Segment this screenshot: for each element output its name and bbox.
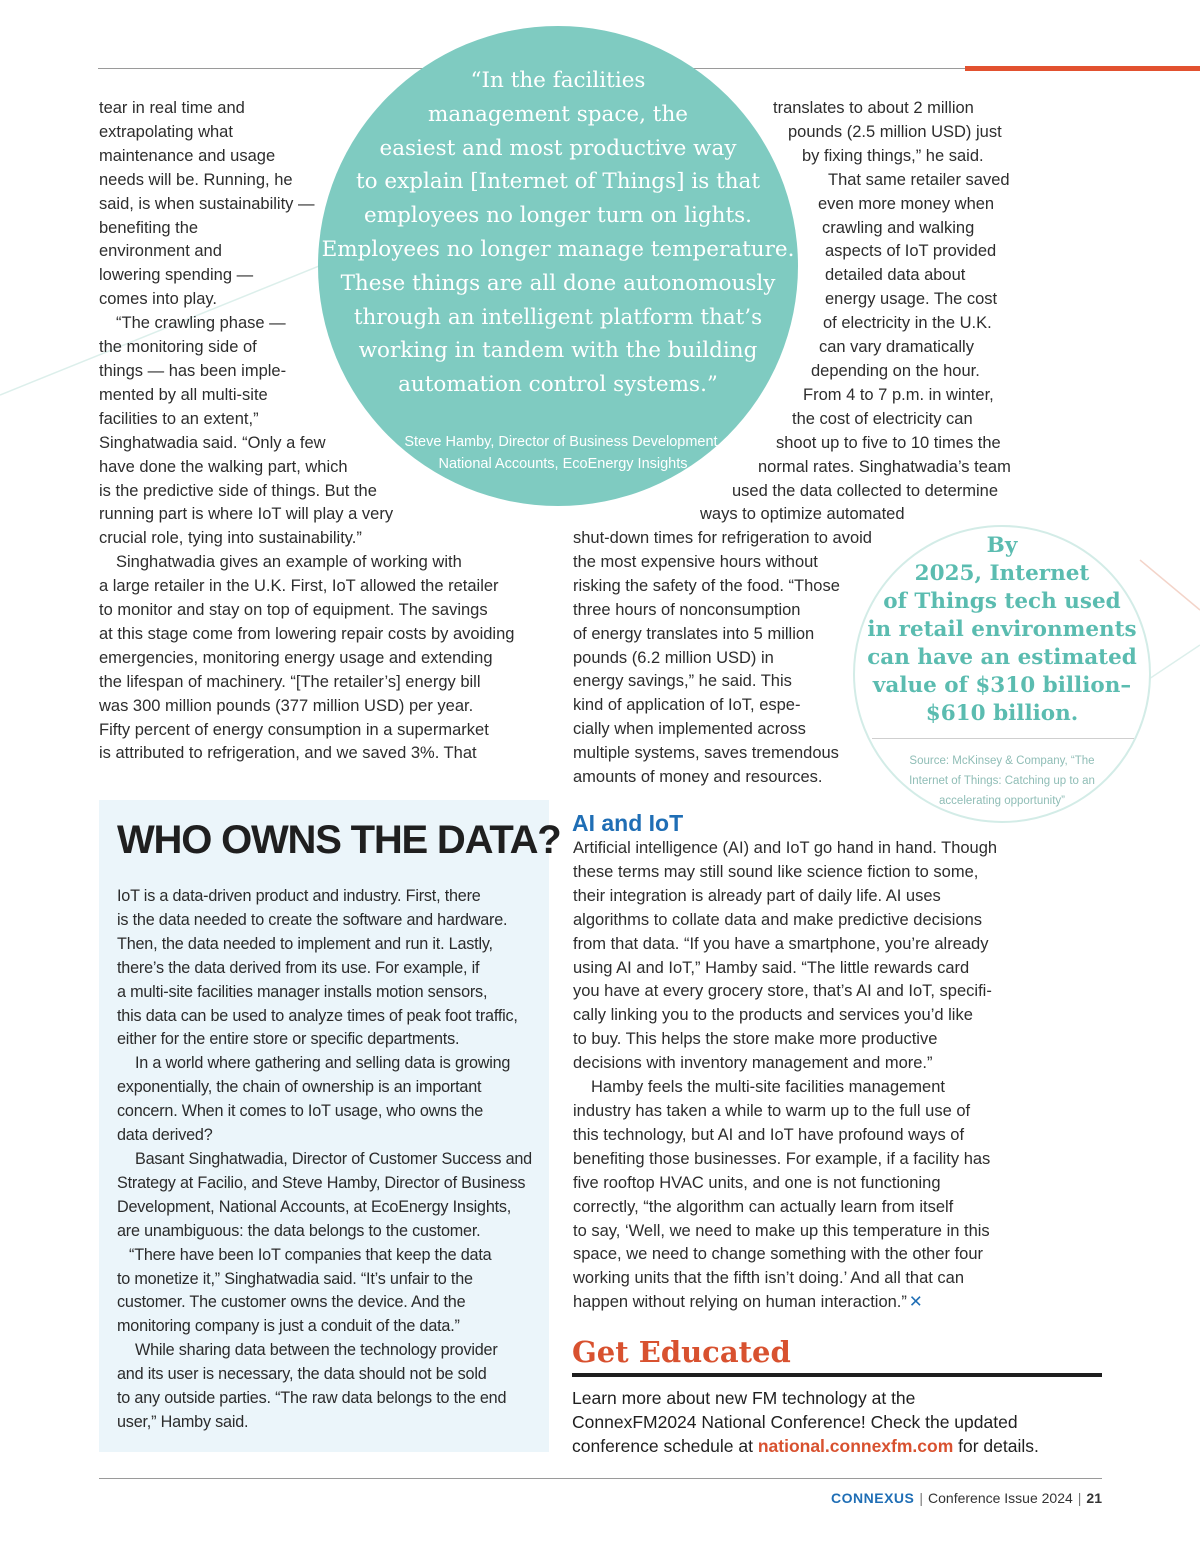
text-line: is the predictive side of things. But the xyxy=(99,481,377,500)
top-accent-bar xyxy=(965,66,1200,71)
text-line-last xyxy=(573,1291,997,1315)
text-line: a multi-site facilities manager installs motion sensors, xyxy=(117,982,488,1001)
stat-line: $610 billion. xyxy=(925,701,1079,726)
text-line: this data can be used to analyze times of peak foot traffic, xyxy=(117,1006,518,1025)
section-heading-ai-iot: AI and IoT xyxy=(572,810,684,836)
quote-line: working in tandem with the building xyxy=(358,338,758,364)
text-line: ConnexFM2024 National Conference! Check the updated xyxy=(572,1412,1018,1432)
text-line: and its user is necessary, the data should not be sold xyxy=(117,1365,487,1384)
text-line: Then, the data needed to implement and run it. Lastly, xyxy=(117,934,493,953)
text-line: Fifty percent of energy consumption in a supermarket xyxy=(99,720,489,739)
text-line: aspects of IoT provided xyxy=(825,242,997,261)
text-line: IoT is a data-driven product and industry. First, there xyxy=(117,887,481,905)
text-line: to any outside parties. “The raw data belongs to the end xyxy=(117,1389,507,1408)
text-line: exponentially, the chain of ownership is an important xyxy=(117,1078,482,1097)
text-line: the lifespan of machinery. “[The retailer’s] energy bill xyxy=(99,672,481,691)
text-line: is attributed to refrigeration, and we saved 3%. That xyxy=(99,744,477,763)
text-line: used the data collected to determine xyxy=(732,481,999,500)
footer-brand: CONNEXUS xyxy=(831,1490,915,1506)
text-line: decisions with inventory management and more.” xyxy=(573,1054,933,1073)
stat-callout-divider xyxy=(872,738,1134,739)
footer-rule xyxy=(99,1478,1102,1479)
quote-line: Employees no longer manage temperature. xyxy=(321,236,795,262)
text-line: things — has been imple- xyxy=(99,361,287,380)
text-line: of energy translates into 5 million xyxy=(573,624,815,643)
quote-line: These things are all done autonomously xyxy=(340,270,776,296)
text-line: benefiting the xyxy=(99,218,199,237)
ai-iot-body xyxy=(573,837,997,1315)
footer-separator: | xyxy=(919,1490,924,1506)
stat-line: can have an estimated xyxy=(867,645,1137,670)
text-line: even more money when xyxy=(818,194,995,213)
stat-callout-source xyxy=(853,751,1151,811)
text-line: these terms may still sound like science fiction to some, xyxy=(573,862,979,881)
text-line: is the data needed to create the software and hardware. xyxy=(117,910,508,929)
text-line: needs will be. Running, he xyxy=(99,170,293,189)
source-line: Internet of Things: Catching up to an xyxy=(909,775,1095,787)
text-line: using AI and IoT,” Hamby said. “The little rewards card xyxy=(573,958,970,977)
stat-line: in retail environments xyxy=(867,617,1137,642)
source-line: Source: McKinsey & Company, “The xyxy=(909,755,1095,767)
text-line: space, we need to change something with the other four xyxy=(573,1245,984,1264)
text-line: lowering spending — xyxy=(99,266,254,285)
quote-line: “In the facilities xyxy=(470,68,646,93)
text-line: by fixing things,” he said. xyxy=(802,146,984,165)
text-line: kind of application of IoT, espe- xyxy=(573,696,801,715)
text-line: Singhatwadia gives an example of working with xyxy=(116,553,462,572)
text-line: this technology, but AI and IoT have profound ways of xyxy=(573,1125,965,1144)
get-educated-rule xyxy=(572,1373,1102,1377)
source-line: accelerating opportunity” xyxy=(939,795,1065,807)
text-line: mented by all multi-site xyxy=(99,385,268,404)
text-line: translates to about 2 million xyxy=(773,99,974,117)
text-line: extrapolating what xyxy=(99,122,233,141)
text-line: to monitor and stay on top of equipment. The savings xyxy=(99,601,488,620)
quote-line: through an intelligent platform that’s xyxy=(353,304,763,330)
text-line: tear in real time and xyxy=(99,99,245,117)
text-line: amounts of money and resources. xyxy=(573,768,823,787)
text-line: their integration is already part of daily life. AI uses xyxy=(573,886,941,905)
end-mark-icon: ✕ xyxy=(908,1293,923,1312)
text-line: the most expensive hours without xyxy=(573,552,818,571)
text-line: emergencies, monitoring energy usage and extending xyxy=(99,648,493,667)
text-line: Development, National Accounts, at EcoEnergy Insights, xyxy=(117,1197,512,1216)
text-fragment: for details. xyxy=(953,1436,1039,1456)
text-line: Strategy at Facilio, and Steve Hamby, Director of Business xyxy=(117,1173,526,1192)
attribution-line: National Accounts, EcoEnergy Insights xyxy=(438,456,688,472)
text-line: either for the entire store or specific departments. xyxy=(117,1030,460,1049)
text-line: five rooftop HVAC units, and one is not functioning xyxy=(573,1173,941,1192)
text-line: monitoring company is just a conduit of the data.” xyxy=(117,1317,460,1336)
text-line: crawling and walking xyxy=(822,218,975,237)
quote-line: management space, the xyxy=(427,101,689,127)
text-line: cally linking you to the products and services you’d like xyxy=(573,1006,973,1025)
attribution-line: Steve Hamby, Director of Business Development, xyxy=(404,434,722,450)
text-line: multiple systems, saves tremendous xyxy=(573,744,839,763)
text-line: Artificial intelligence (AI) and IoT go hand in hand. Though xyxy=(573,839,998,857)
text-line: shoot up to five to 10 times the xyxy=(776,433,1001,452)
sidebar-title: WHO OWNS THE DATA? xyxy=(117,818,561,862)
text-line: detailed data about xyxy=(825,266,966,285)
text-fragment: conference schedule at xyxy=(572,1436,758,1456)
text-line: to monetize it,” Singhatwadia said. “It’s unfair to the xyxy=(117,1269,473,1288)
text-line: concern. When it comes to IoT usage, who owns the xyxy=(117,1102,484,1121)
text-line: In a world where gathering and selling data is growing xyxy=(135,1054,511,1073)
pull-quote-attribution xyxy=(318,431,808,475)
article-column-2-middle xyxy=(573,527,872,790)
text-line: correctly, “the algorithm can actually learn from itself xyxy=(573,1197,954,1216)
text-line: said, is when sustainability — xyxy=(99,194,315,213)
text-line: a large retailer in the U.K. First, IoT allowed the retailer xyxy=(99,577,499,596)
text-line: can vary dramatically xyxy=(819,338,974,357)
text-line: Singhatwadia said. “Only a few xyxy=(99,433,326,452)
text-line: user,” Hamby said. xyxy=(117,1412,249,1431)
text-line: facilities to an extent,” xyxy=(99,409,259,428)
text-line: normal rates. Singhatwadia’s team xyxy=(758,457,1011,476)
conference-link[interactable]: national.connexfm.com xyxy=(757,1436,954,1456)
pull-quote xyxy=(318,64,798,402)
text-line: pounds (2.5 million USD) just xyxy=(788,122,1002,141)
stat-line: 2025, Internet xyxy=(914,561,1090,586)
text-line: comes into play. xyxy=(99,290,217,309)
text-line: happen without relying on human interaction.” xyxy=(573,1293,907,1312)
text-line: Hamby feels the multi-site facilities management xyxy=(591,1078,945,1097)
text-line: running part is where IoT will play a very xyxy=(99,505,394,524)
text-line: ways to optimize automated xyxy=(700,505,905,524)
text-line: you have at every grocery store, that’s AI and IoT, specifi- xyxy=(573,982,992,1001)
text-line: was 300 million pounds (377 million USD) per year. xyxy=(99,696,474,715)
text-line: crucial role, tying into sustainability.” xyxy=(99,529,362,548)
stat-callout xyxy=(853,532,1151,728)
text-line: three hours of nonconsumption xyxy=(573,600,801,619)
text-line: cially when implemented across xyxy=(573,720,806,739)
stat-line: By xyxy=(986,533,1018,558)
page-footer xyxy=(831,1488,1102,1508)
text-line: at this stage come from lowering repair costs by avoiding xyxy=(99,624,515,643)
stat-line: value of $310 billion– xyxy=(872,673,1132,698)
text-line: While sharing data between the technology provider xyxy=(135,1341,498,1360)
sidebar-body xyxy=(117,885,532,1435)
text-line: That same retailer saved xyxy=(828,170,1010,189)
text-line: maintenance and usage xyxy=(99,146,276,165)
stat-line: of Things tech used xyxy=(883,589,1121,614)
text-line: energy usage. The cost xyxy=(825,290,998,309)
text-line: From 4 to 7 p.m. in winter, xyxy=(803,385,994,404)
text-line: the monitoring side of xyxy=(99,338,257,357)
text-line: of electricity in the U.K. xyxy=(823,314,992,333)
text-line: “There have been IoT companies that keep the data xyxy=(129,1245,492,1264)
quote-line: automation control systems.” xyxy=(398,372,718,398)
footer-issue: Conference Issue 2024 xyxy=(928,1490,1073,1506)
text-line: the cost of electricity can xyxy=(792,409,973,428)
text-line: from that data. “If you have a smartphone, you’re already xyxy=(573,934,989,953)
get-educated-heading: Get Educated xyxy=(572,1335,791,1369)
text-line: pounds (6.2 million USD) in xyxy=(573,648,774,667)
text-line: data derived? xyxy=(117,1126,213,1145)
page-number: 21 xyxy=(1086,1490,1102,1506)
text-line: energy savings,” he said. This xyxy=(573,672,792,691)
text-line: working units that the fifth isn’t doing.’ And all that can xyxy=(573,1269,965,1288)
text-line: are unambiguous: the data belongs to the customer. xyxy=(117,1221,481,1240)
text-line-with-link xyxy=(572,1434,1039,1458)
text-line: to buy. This helps the store make more productive xyxy=(573,1030,938,1049)
text-line: to say, ‘Well, we need to make up this temperature in this xyxy=(573,1221,990,1240)
text-line: “The crawling phase — xyxy=(116,314,286,333)
get-educated-body xyxy=(572,1386,1039,1458)
text-line: customer. The customer owns the device. And the xyxy=(117,1293,466,1312)
footer-separator: | xyxy=(1077,1490,1082,1506)
text-line: risking the safety of the food. “Those xyxy=(573,576,840,595)
text-line: Basant Singhatwadia, Director of Customer Success and xyxy=(135,1149,532,1168)
text-line: depending on the hour. xyxy=(811,361,980,380)
quote-line: to explain [Internet of Things] is that xyxy=(355,169,761,195)
quote-line: employees no longer turn on lights. xyxy=(364,203,752,229)
text-line: shut-down times for refrigeration to avoid xyxy=(573,529,872,547)
text-line: industry has taken a while to warm up to the full use of xyxy=(573,1101,971,1120)
text-line: have done the walking part, which xyxy=(99,457,348,476)
text-line: there’s the data derived from its use. For example, if xyxy=(117,958,480,977)
text-line: Learn more about new FM technology at the xyxy=(572,1388,916,1408)
text-line: environment and xyxy=(99,242,222,261)
quote-line: easiest and most productive way xyxy=(379,135,737,161)
text-line: algorithms to collate data and make predictive decisions xyxy=(573,910,983,929)
text-line: benefiting those businesses. For example, if a facility has xyxy=(573,1149,991,1168)
